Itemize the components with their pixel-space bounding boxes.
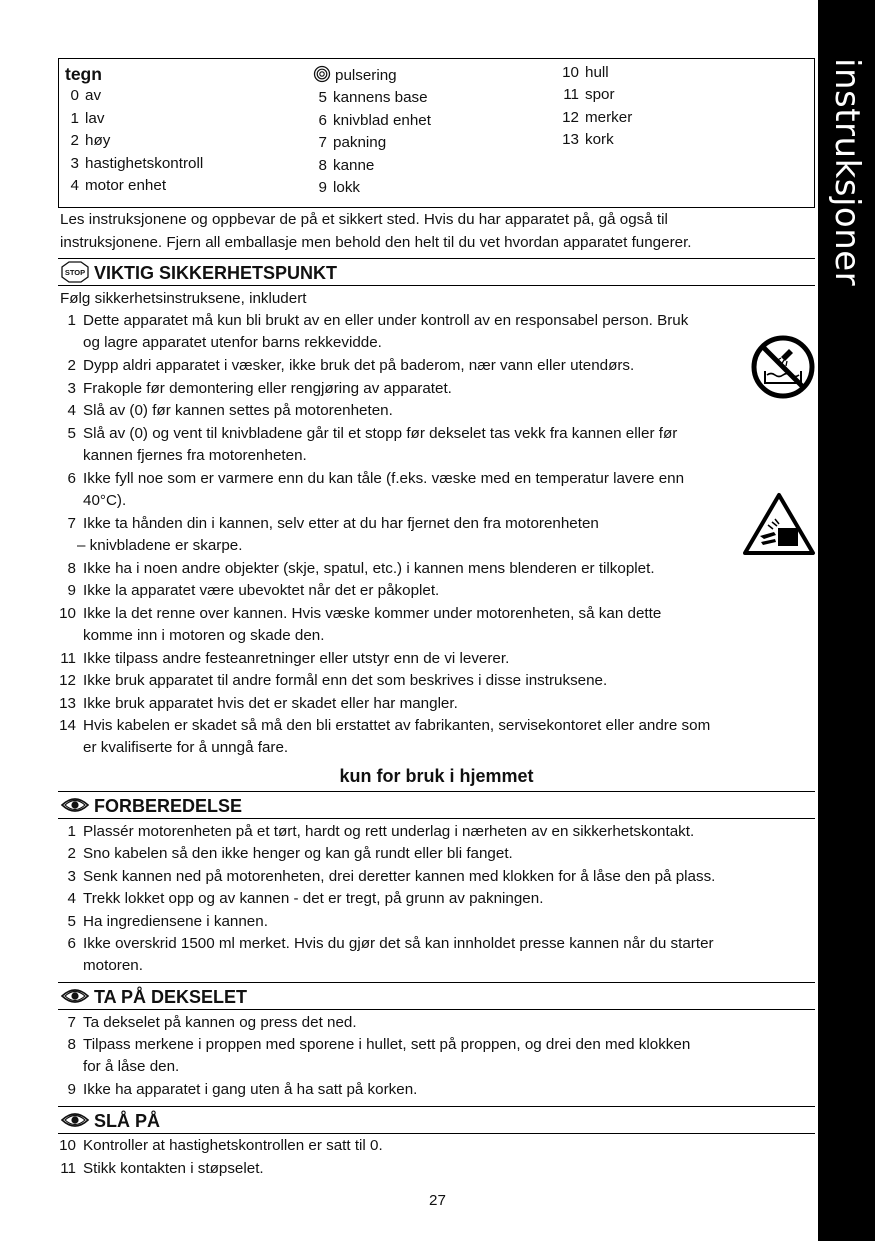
side-tab-label: instruksjoner [827, 58, 867, 287]
legend-item: 8 kanne [318, 156, 375, 174]
safety-lead: Følg sikkerhetsinstruksene, inkludert [60, 290, 307, 307]
eye-icon [60, 1109, 90, 1131]
household-only-notice: kun for bruk i hjemmet [339, 766, 534, 786]
intro-paragraph [60, 208, 812, 254]
legend-item: 6 knivblad enhet [318, 111, 431, 129]
legend-item: 10 hull [562, 64, 609, 81]
no-water-warning-icon [751, 335, 815, 399]
prep-section-header [58, 791, 815, 819]
lid-section-header [58, 982, 815, 1010]
lid-section-title: TA PÅ DEKSELET [94, 987, 248, 1007]
legend-column-1 [65, 63, 203, 197]
legend-title: tegn [65, 64, 102, 84]
legend-item-pulse: pulsering [313, 65, 431, 87]
safety-section-header [58, 258, 815, 286]
legend-item: 2 høy [70, 132, 111, 150]
pulse-icon [313, 65, 331, 83]
legend-item: 13 kork [562, 131, 614, 149]
legend-column-3 [561, 62, 632, 152]
intro-line: Les instruksjonene og oppbevar de på et sikkert sted. Hvis du har apparatet på, gå også til [60, 211, 668, 228]
legend-item: 5 kannens base [318, 89, 428, 107]
legend-item: 1 lav [70, 109, 105, 127]
page-number: 27 [429, 1192, 446, 1209]
legend-item: 11 spor [563, 86, 615, 104]
legend-column-2 [313, 65, 431, 199]
intro-line: instruksjonene. Fjern all emballasje men behold den helt til du vet hvordan apparatet fungerer. [60, 234, 692, 251]
legend-item: 9 lokk [318, 178, 361, 196]
safety-section-title: VIKTIG SIKKERHETSPUNKT [94, 263, 338, 283]
eye-icon [60, 985, 90, 1007]
legend-item: 7 pakning [318, 134, 387, 152]
legend-item: 0 av [70, 87, 102, 105]
side-tab-label-wrap [818, 58, 875, 287]
svg-text:STOP: STOP [64, 268, 86, 277]
legend-item: 4 motor enhet [70, 176, 167, 194]
eye-icon [60, 794, 90, 816]
legend-item: 3 hastighetskontroll [70, 154, 204, 172]
legend-item: 12 merker [562, 108, 633, 126]
stop-icon [60, 261, 90, 283]
sharp-blade-warning-icon [742, 492, 816, 556]
parts-legend [58, 58, 815, 208]
switch-on-section-header [58, 1106, 815, 1134]
switch-on-section-title: SLÅ PÅ [94, 1111, 161, 1131]
prep-section-title: FORBEREDELSE [94, 796, 243, 816]
